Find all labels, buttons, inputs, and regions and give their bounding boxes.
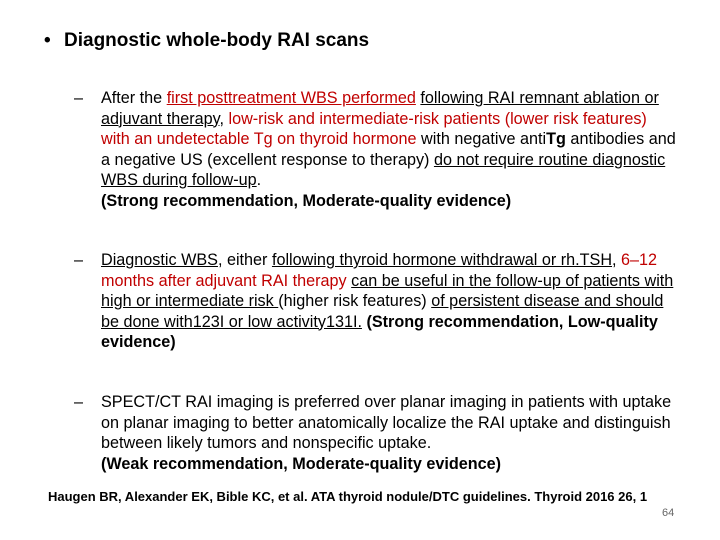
dash-marker: –: [74, 89, 84, 107]
bullet-marker: •: [44, 30, 51, 51]
item2-higher-risk: (higher risk features): [278, 292, 432, 310]
item1-period: .: [256, 171, 262, 189]
dash-marker: –: [74, 393, 84, 411]
item2-withdrawal-rhtsh: following thyroid hormone withdrawal or rh.TSH: [271, 251, 613, 269]
item1-text-c: antibodies and a negative US (excellent response to therapy): [101, 130, 676, 169]
citation-reference: Haugen BR, Alexander EK, Bible KC, et al. ATA thyroid nodule/DTC guidelines. Thyroid 2016 26, 1: [48, 489, 648, 504]
item1-first-wbs: first posttreatment WBS performed: [166, 89, 416, 107]
item1-no-routine-wbs: do not require routine diagnostic WBS during follow-up: [101, 150, 666, 189]
slide-heading: [44, 30, 369, 52]
item2-comma: ,: [612, 251, 622, 269]
item2-diagnostic-wbs: Diagnostic WBS: [101, 251, 218, 269]
item2-persistent-disease: of persistent disease and should be done with123I or low activity131I.: [101, 292, 664, 331]
item2-recommendation-strength: (Strong recommendation, Low-quality evidence): [101, 312, 658, 351]
item1-comma: ,: [219, 109, 229, 128]
item1-low-risk-patients: low-risk and intermediate-risk patients (lower risk features) with an undetectable Tg on thyroid hormone: [101, 109, 647, 148]
item3-recommendation-strength: (Weak recommendation, Moderate-quality evidence): [101, 454, 501, 473]
page-number: 64: [662, 507, 675, 519]
item1-recommendation-strength: (Strong recommendation, Moderate-quality evidence): [101, 191, 512, 210]
item2-followup-risk: can be useful in the follow-up of patients with high or intermediate risk: [101, 271, 674, 310]
item3-text: SPECT/CT RAI imaging is preferred over planar imaging in patients with uptake on planar imaging to better anatomically localize the RAI uptake and distinguish between likely tumors and nonspecific uptake.: [101, 393, 672, 452]
item2-timing: 6–12 months after adjuvant RAI therapy: [101, 251, 658, 290]
item2-text-a: , either: [217, 251, 272, 269]
item1-tg: Tg: [546, 130, 566, 148]
item1-text-a: After the: [101, 89, 167, 107]
recommendation-item-3: [74, 392, 680, 474]
item1-following-ablation: following RAI remnant ablation or adjuvant therapy: [101, 89, 659, 128]
dash-marker: –: [74, 251, 84, 269]
item1-text-b: with negative anti: [416, 130, 547, 148]
recommendation-item-1: [74, 88, 680, 211]
recommendation-item-2: [74, 250, 680, 353]
heading-text: Diagnostic whole-body RAI scans: [64, 30, 370, 51]
